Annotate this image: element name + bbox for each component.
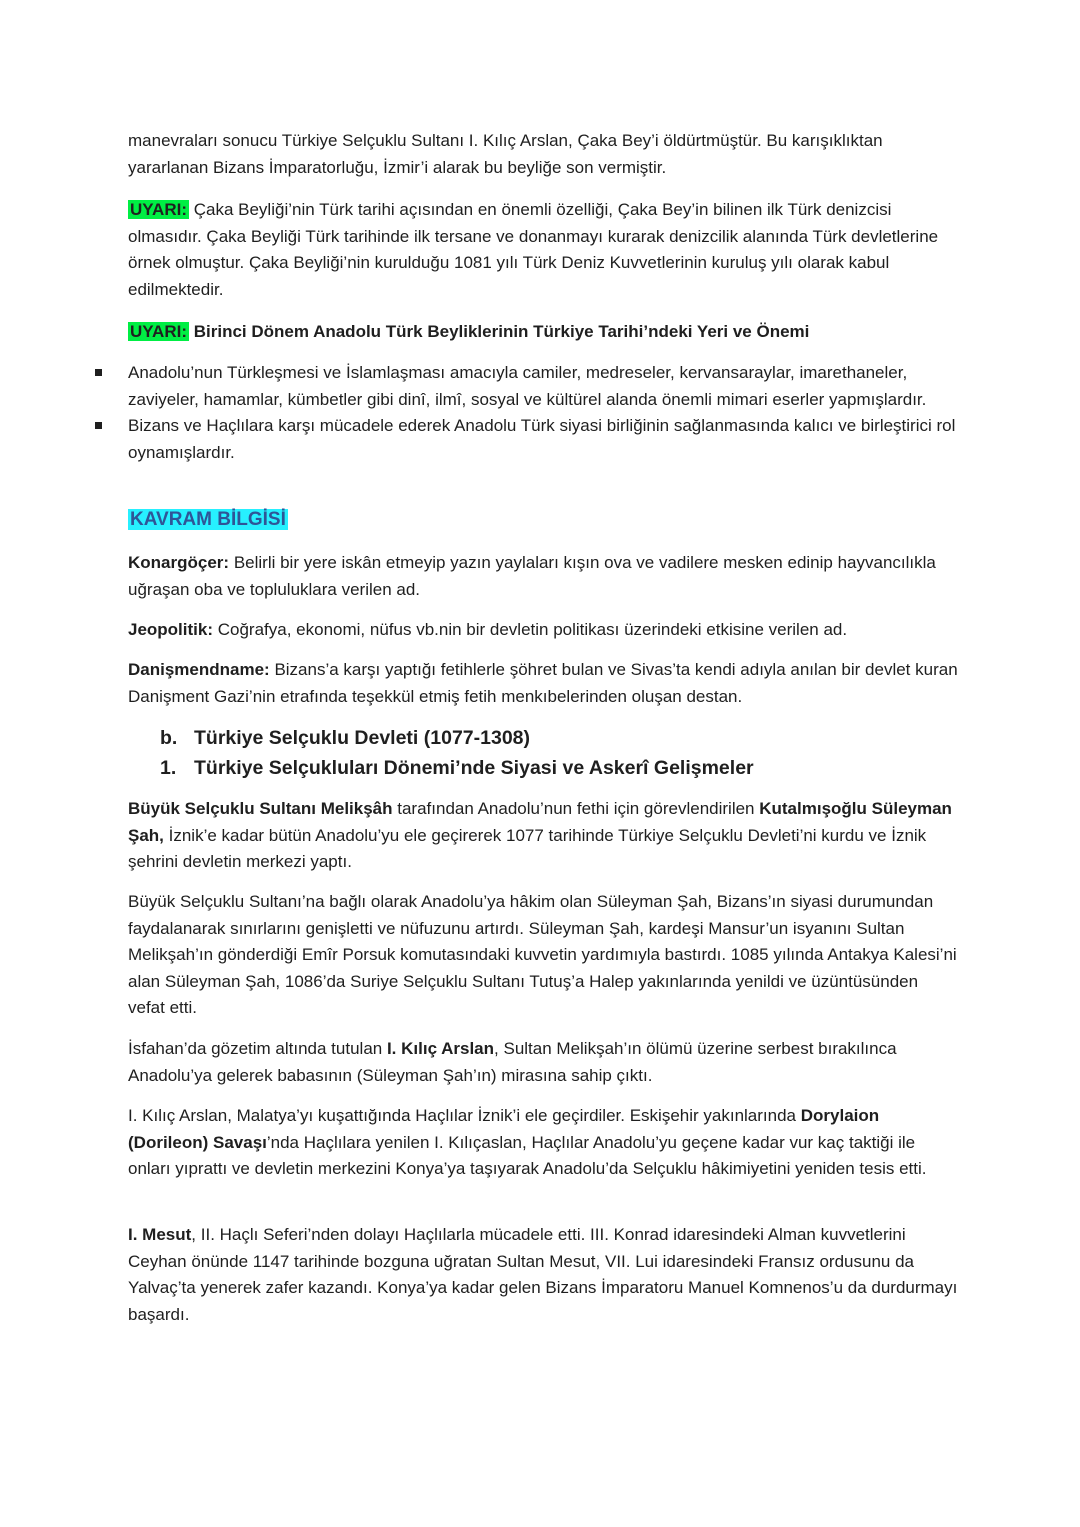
bold-text: Büyük Selçuklu Sultanı Melikşâh [128, 799, 393, 818]
term-definition: Bizans’a karşı yaptığı fetihlerle şöhret bulan ve Sivas’ta kendi adıyla anılan bir devlet kuran Danişment Gazi’nin etrafında teşekkül etmiş fetih menkıbelerinden oluşan destan. [128, 660, 958, 706]
bold-text: I. Kılıç Arslan [386, 1039, 495, 1058]
kavram-bilgisi-heading [128, 507, 958, 534]
warning-label: UYARI: [130, 200, 187, 219]
list-item-text: Bizans ve Haçlılara karşı mücadele ederek Anadolu Türk siyasi birliğinin sağlanmasında kalıcı ve birleştirici rol oynamışlardır. [128, 416, 956, 462]
kavram-title: KAVRAM BİLGİSİ [130, 509, 286, 530]
section-heading-b [160, 725, 530, 752]
list-item-text: Anadolu’nun Türkleşmesi ve İslamlaşması amacıyla camiler, medreseler, kervansaraylar, imarethaneler, zaviyeler, hamamlar, kümbetler gibi dinî, ilmî, sosyal ve kültürel alanda önemli mimari eserler yapmışlardır. [128, 363, 927, 409]
paragraph-kilic-arslan [128, 1036, 958, 1089]
warning-caka [128, 197, 958, 303]
warning-beylikler [128, 319, 958, 346]
bold-text: Kutalmışoğlu Süleyman Şah, [128, 799, 952, 845]
bold-text: I. Mesut [128, 1225, 192, 1244]
paragraph-mesut [128, 1222, 958, 1328]
term-jeopolitik [128, 617, 958, 644]
heading-text: Türkiye Selçuklu Devleti (1077-1308) [194, 727, 531, 749]
paragraph-suleyman-campaigns [128, 889, 958, 1022]
term-label: Konargöçer: [128, 553, 230, 572]
heading-number: 1. [160, 757, 177, 779]
heading-number: b. [160, 727, 178, 749]
warning-label: UYARI: [130, 322, 187, 341]
text: İsfahan’da gözetim altında tutulan [128, 1039, 387, 1058]
square-bullet-icon [95, 422, 102, 429]
warning-title: Birinci Dönem Anadolu Türk Beyliklerinin Türkiye Tarihi’ndeki Yeri ve Önemi [193, 322, 810, 341]
list-item [0, 413, 958, 466]
paragraph-dorylaion [128, 1103, 958, 1183]
heading-text: Türkiye Selçukluları Dönemi’nde Siyasi ve Askerî Gelişmeler [194, 757, 754, 779]
text: ’nda Haçlılara yenilen I. Kılıçaslan, Haçlılar Anadolu’yu geçene kadar vur kaç taktiği ile onları yıprattı ve devletin merkezini Konya’ya taşıyarak Anadolu’da Selçuklu hâkimiyetini yeniden tesis etti. [128, 1132, 927, 1178]
warning-text: Çaka Beyliği’nin Türk tarihi açısından en önemli özelliği, Çaka Bey’in bilinen ilk Türk denizcisi olmasıdır. Çaka Beyliği Türk tarihinde ilk tersane ve donanmayı kurarak denizcilik alanında Türk devletlerine örnek olmuştur. Çaka Beyliği’nin kurulduğu 1081 yılı Türk Deniz Kuvvetlerinin kuruluş yılı olarak kabul edilmektedir. [128, 200, 939, 299]
term-definition: Belirli bir yere iskân etmeyip yazın yaylaları kışın ova ve vadilere mesken edinip hayvancılıkla uğraşan oba ve topluluklara verilen ad. [128, 553, 936, 599]
term-label: Danişmendname: [128, 660, 270, 679]
bullet-list [0, 360, 1000, 466]
section-heading-1 [160, 755, 754, 782]
term-definition: Coğrafya, ekonomi, nüfus vb.nin bir devletin politikası üzerindeki etkisine verilen ad. [217, 620, 848, 639]
paragraph-text: manevraları sonucu Türkiye Selçuklu Sultanı I. Kılıç Arslan, Çaka Bey’i öldürtmüştür. Bu karışıklıktan yararlanan Bizans İmparatorluğu, İzmir’i alarak bu beyliğe son vermiştir. [128, 131, 883, 177]
text: İznik’e kadar bütün Anadolu’yu ele geçirerek 1077 tarihinde Türkiye Selçuklu Devleti’ni kurdu ve İznik şehrini devletin merkezi yaptı. [128, 825, 927, 871]
list-item [0, 360, 958, 413]
paragraph-caka-end [128, 128, 958, 181]
text: Büyük Selçuklu Sultanı’na bağlı olarak Anadolu’ya hâkim olan Süleyman Şah, Bizans’ın siyasi durumundan faydalanarak sınırlarını genişletti ve nüfuzunu artırdı. Süleyman Şah, kardeşi Mansur’un isyanını Sultan Melikşah’ın gönderdiği Emîr Porsuk komutasındaki kuvvetin yardımıyla bastırdı. 1085 yılında Antakya Kalesi’ni alan Süleyman Şah, 1086’da Suriye Selçuklu Sultanı Tutuş’a Halep yakınlarında yenildi ve üzüntüsünden vefat etti. [128, 892, 957, 1017]
text: , II. Haçlı Seferi’nden dolayı Haçlılarla mücadele etti. III. Konrad idaresindeki Alman kuvvetlerini Ceyhan önünde 1147 tarihinde bozguna uğratan Sultan Mesut, VII. Lui idaresindeki Fransız ordusunu da Yalvaç’ta yenerek zafer kazandı. Konya’ya kadar gelen Bizans İmparatoru Manuel Komnenos’u da durdurmayı başardı. [128, 1225, 958, 1324]
paragraph-suleyman-sah [128, 796, 958, 876]
text: I. Kılıç Arslan, Malatya’yı kuşattığında Haçlılar İznik’i ele geçirdiler. Eskişehir yakınlarında [128, 1106, 801, 1125]
square-bullet-icon [95, 369, 102, 376]
term-konargocer [128, 550, 958, 603]
text: , Sultan Melikşah’ın ölümü üzerine serbest bırakılınca Anadolu’ya gelerek babasının (Süleyman Şah’ın) mirasına sahip çıktı. [128, 1039, 897, 1085]
term-danismendname [128, 657, 958, 710]
text: tarafından Anadolu’nun fethi için görevlendirilen [392, 799, 760, 818]
bold-text: Dorylaion (Dorileon) Savaşı [128, 1106, 880, 1152]
term-label: Jeopolitik: [128, 620, 214, 639]
